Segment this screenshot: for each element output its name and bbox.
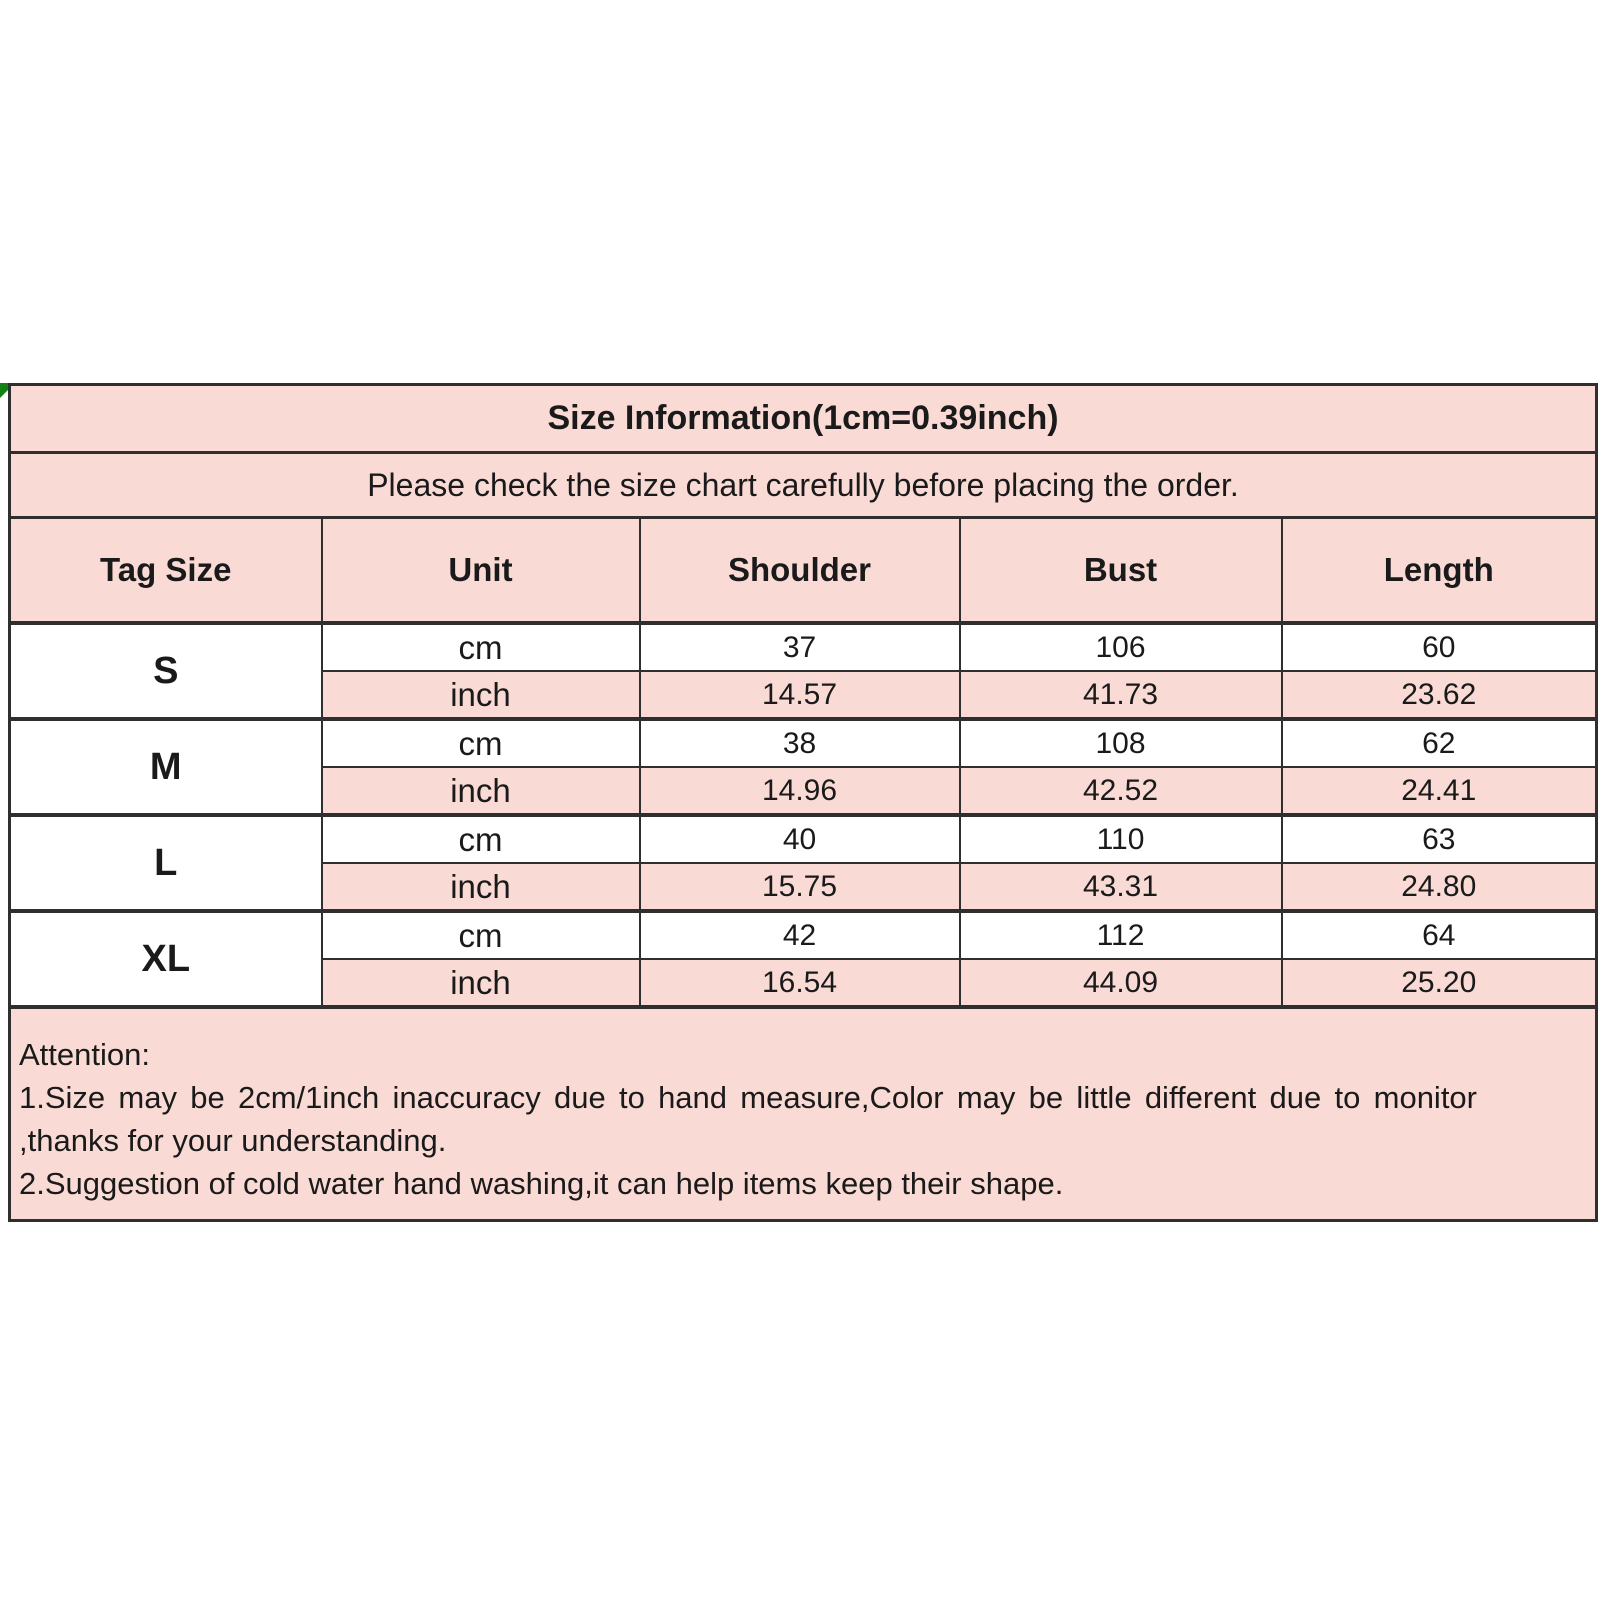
bust-value: 110 — [960, 815, 1282, 863]
col-header-shoulder: Shoulder — [640, 518, 960, 624]
unit-cell: inch — [322, 671, 640, 719]
length-value: 64 — [1282, 911, 1597, 959]
length-value: 60 — [1282, 623, 1597, 671]
attention-line-1: 1.Size may be 2cm/1inch inaccuracy due to hand measure,Color may be little different due to monitor — [19, 1080, 1477, 1115]
table-row — [10, 911, 1597, 959]
col-header-bust: Bust — [960, 518, 1282, 624]
size-label-xl: XL — [10, 911, 322, 1007]
length-value: 62 — [1282, 719, 1597, 767]
unit-cell: cm — [322, 623, 640, 671]
unit-cell: cm — [322, 911, 640, 959]
length-value: 23.62 — [1282, 671, 1597, 719]
bust-value: 42.52 — [960, 767, 1282, 815]
bust-value: 112 — [960, 911, 1282, 959]
shoulder-value: 40 — [640, 815, 960, 863]
bust-value: 43.31 — [960, 863, 1282, 911]
attention-line-2: ,thanks for your understanding. — [19, 1123, 447, 1158]
unit-cell: inch — [322, 863, 640, 911]
col-header-length: Length — [1282, 518, 1597, 624]
length-value: 24.41 — [1282, 767, 1597, 815]
length-value: 24.80 — [1282, 863, 1597, 911]
size-label-m: M — [10, 719, 322, 815]
table-row — [10, 719, 1597, 767]
length-value: 25.20 — [1282, 959, 1597, 1007]
col-header-unit: Unit — [322, 518, 640, 624]
attention-note — [10, 1007, 1597, 1221]
bust-value: 44.09 — [960, 959, 1282, 1007]
unit-cell: inch — [322, 959, 640, 1007]
bust-value: 41.73 — [960, 671, 1282, 719]
unit-cell: cm — [322, 815, 640, 863]
size-label-s: S — [10, 623, 322, 719]
shoulder-value: 38 — [640, 719, 960, 767]
shoulder-value: 14.57 — [640, 671, 960, 719]
size-chart-table — [8, 383, 1598, 1222]
table-title: Size Information(1cm=0.39inch) — [10, 385, 1597, 453]
size-chart — [8, 383, 1595, 1222]
shoulder-value: 15.75 — [640, 863, 960, 911]
table-row — [10, 623, 1597, 671]
table-note: Please check the size chart carefully before placing the order. — [10, 453, 1597, 518]
col-header-tag-size: Tag Size — [10, 518, 322, 624]
unit-cell: inch — [322, 767, 640, 815]
attention-heading: Attention: — [19, 1037, 150, 1072]
shoulder-value: 14.96 — [640, 767, 960, 815]
bust-value: 106 — [960, 623, 1282, 671]
unit-cell: cm — [322, 719, 640, 767]
shoulder-value: 42 — [640, 911, 960, 959]
attention-line-3: 2.Suggestion of cold water hand washing,it can help items keep their shape. — [19, 1166, 1064, 1201]
shoulder-value: 16.54 — [640, 959, 960, 1007]
length-value: 63 — [1282, 815, 1597, 863]
table-row — [10, 815, 1597, 863]
shoulder-value: 37 — [640, 623, 960, 671]
size-label-l: L — [10, 815, 322, 911]
bust-value: 108 — [960, 719, 1282, 767]
